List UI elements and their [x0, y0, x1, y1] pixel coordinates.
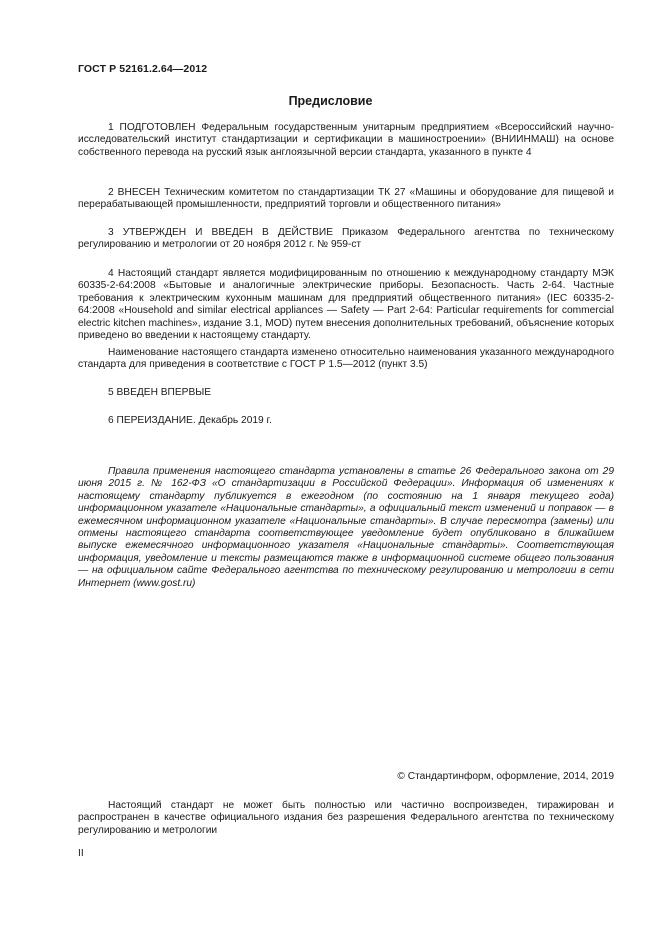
paragraph-3: 3 УТВЕРЖДЕН И ВВЕДЕН В ДЕЙСТВИЕ Приказом Федерального агентства по техническому регулированию и метрологии от 20 ноября 2012 г. № 959-ст [78, 227, 614, 251]
page-number: II [78, 848, 84, 859]
paragraph-6: 6 ПЕРЕИЗДАНИЕ. Декабрь 2019 г. [108, 415, 272, 426]
paragraph-4: 4 Настоящий стандарт является модифицированным по отношению к международному стандарту МЭК 60335-2-64:2008 «Бытовые и аналогичные электрические приборы. Безопасность. Часть 2-64. Частные требования к электрическим кухонным машинам для предприятий общественного питания» (IEC 60335-2-64:2008 «Household and similar electrical appliances — Safety — Part 2-64: Particular requirements for commercial electric kitchen machines», издание 3.1, MOD) путем внесения дополнительных требований, объяснение которых приведено во введении к настоящему стандарту. [78, 268, 614, 342]
application-notice: Правила применения настоящего стандарта установлены в статье 26 Федерального закона от 29 июня 2015 г. № 162-ФЗ «О стандартизации в Российской Федерации». Информация об изменениях к настоящему стандарту публикуется в ежегодном (по состоянию на 1 января текущего года) информационном указателе «Национальные стандарты», а официальный текст изменений и поправок — в ежемесячном информационном указателе «Национальные стандарты». В случае пересмотра (замены) или отмены настоящего стандарта соответствующее уведомление будет опубликовано в ближайшем выпуске ежемесячного информационного указателя «Национальные стандарты». Соответствующая информация, уведомление и тексты размещаются также в информационной системе общего пользования — на официальном сайте Федерального агентства по техническому регулированию и метрологии в сети Интернет (www.gost.ru) [78, 466, 614, 589]
document-code: ГОСТ Р 52161.2.64—2012 [78, 63, 208, 75]
paragraph-1: 1 ПОДГОТОВЛЕН Федеральным государственным унитарным предприятием «Всероссийский научно-исследовательский институт стандартизации и сертификации в машиностроении» (ВНИИНМАШ) на основе собственного перевода на русский язык англоязычной версии стандарта, указанного в пункте 4 [78, 122, 614, 158]
copyright-line: © Стандартинформ, оформление, 2014, 2019 [397, 771, 614, 782]
section-title: Предисловие [288, 94, 373, 108]
paragraph-2: 2 ВНЕСЕН Техническим комитетом по стандартизации ТК 27 «Машины и оборудование для пищевой и перерабатывающей промышленности, предприятий торговли и общественного питания» [78, 187, 614, 211]
paragraph-4-note: Наименование настоящего стандарта изменено относительно наименования указанного международного стандарта для приведения в соответствие с ГОСТ Р 1.5—2012 (пункт 3.5) [78, 347, 614, 371]
paragraph-5: 5 ВВЕДЕН ВПЕРВЫЕ [108, 387, 212, 398]
reproduction-notice: Настоящий стандарт не может быть полностью или частично воспроизведен, тиражирован и распространен в качестве официального издания без разрешения Федерального агентства по техническому регулированию и метрологии [78, 800, 614, 836]
